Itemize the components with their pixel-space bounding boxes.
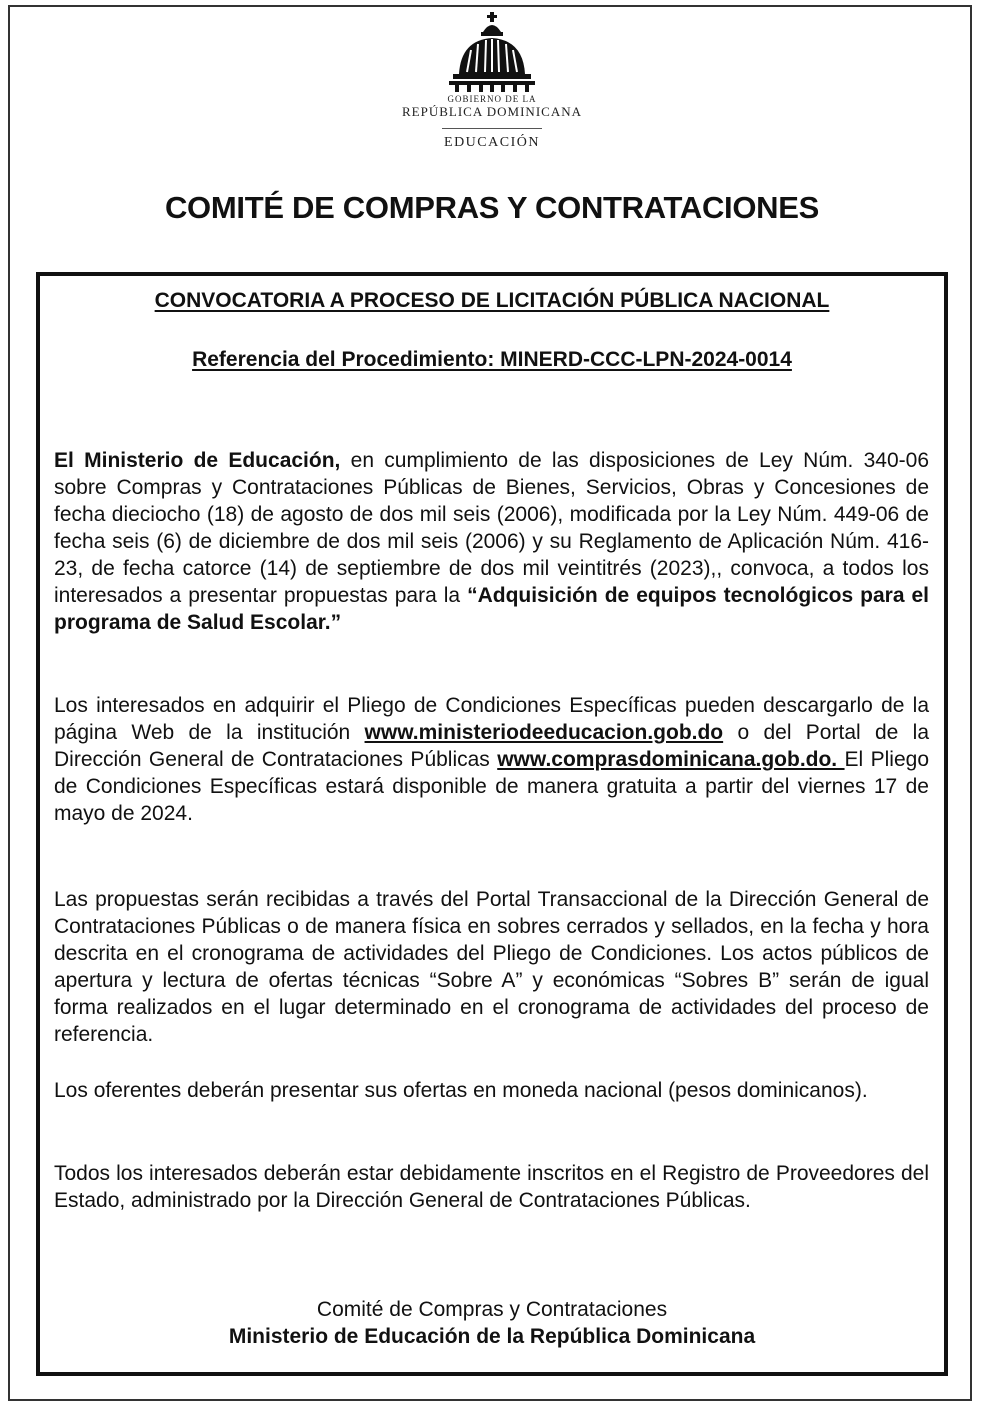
- ministry-name: El Ministerio de Educación,: [54, 449, 341, 472]
- procedure-reference: [0, 348, 984, 372]
- download-text-c: El Pliego de Condiciones Específicas estará disponible de manera gratuita a partir del viernes 17 de mayo de 2024.: [54, 748, 929, 825]
- dome-icon: [447, 10, 537, 92]
- signature-committee: Comité de Compras y Contrataciones: [316, 1298, 668, 1321]
- paragraph-registry: Todos los interesados deberán estar debidamente inscritos en el Registro de Proveedores del Estado, administrado por la Dirección General de Contrataciones Públicas.: [54, 1162, 929, 1212]
- compras-portal-link[interactable]: www.comprasdominicana.gob.do.: [497, 748, 845, 771]
- paragraph-currency: Los oferentes deberán presentar sus ofertas en moneda nacional (pesos dominicanos).: [54, 1079, 868, 1102]
- acquisition-title: “Adquisición de equipos tecnológicos para el programa de Salud Escolar.”: [54, 584, 929, 634]
- logo-divider: [442, 128, 542, 129]
- page-title: COMITÉ DE COMPRAS Y CONTRATACIONES: [164, 190, 820, 225]
- government-logo: [0, 10, 984, 151]
- paragraph-download: [54, 692, 929, 827]
- logo-text-gobierno: GOBIERNO DE LA: [447, 94, 537, 104]
- logo-text-republica: REPÚBLICA DOMINICANA: [402, 104, 582, 119]
- paragraph-proposals: Las propuestas serán recibidas a través del Portal Transaccional de la Dirección General de Contrataciones Públicas o de manera física en sobres cerrados y sellados, en la fecha y hora descrita en el cronograma de actividades del Pliego de Condiciones. Los actos públicos de apertura y lectura de ofertas técnicas “Sobre A” y económicas “Sobres B” serán de igual forma realizados en el lugar determinado en el cronograma de actividades del proceso de referencia.: [54, 888, 929, 1046]
- ministry-website-link[interactable]: www.ministeriodeeducacion.gob.do: [364, 721, 724, 744]
- logo-text-educacion: EDUCACIÓN: [444, 135, 540, 150]
- notice-heading-text: CONVOCATORIA A PROCESO DE LICITACIÓN PÚBLICA NACIONAL: [154, 289, 830, 312]
- signature-ministry: Ministerio de Educación de la República Dominicana: [228, 1325, 756, 1348]
- paragraph-intro: [54, 447, 929, 636]
- intro-text: en cumplimiento de las disposiciones de Ley Núm. 340-06 sobre Compras y Contrataciones Públicas de Bienes, Servicios, Obras y Concesiones de fecha dieciocho (18) de agosto de dos mil seis (2006), modificada por la Ley Núm. 449-06 de fecha seis (6) de diciembre de dos mil seis (2006) y su Reglamento de Aplicación Núm. 416-23, de fecha catorce (14) de septiembre de dos mil veintitrés (2023),, convoca, a todos los interesados a presentar propuestas para la: [54, 449, 929, 607]
- procedure-reference-text: Referencia del Procedimiento: MINERD-CCC-LPN-2024-0014: [192, 348, 792, 371]
- notice-heading: [0, 289, 984, 313]
- download-text-b: o del Portal de la Dirección General de Contrataciones Públicas: [54, 721, 929, 771]
- download-text-a: Los interesados en adquirir el Pliego de Condiciones Específicas pueden descargarlo de la página Web de la institución: [54, 694, 929, 744]
